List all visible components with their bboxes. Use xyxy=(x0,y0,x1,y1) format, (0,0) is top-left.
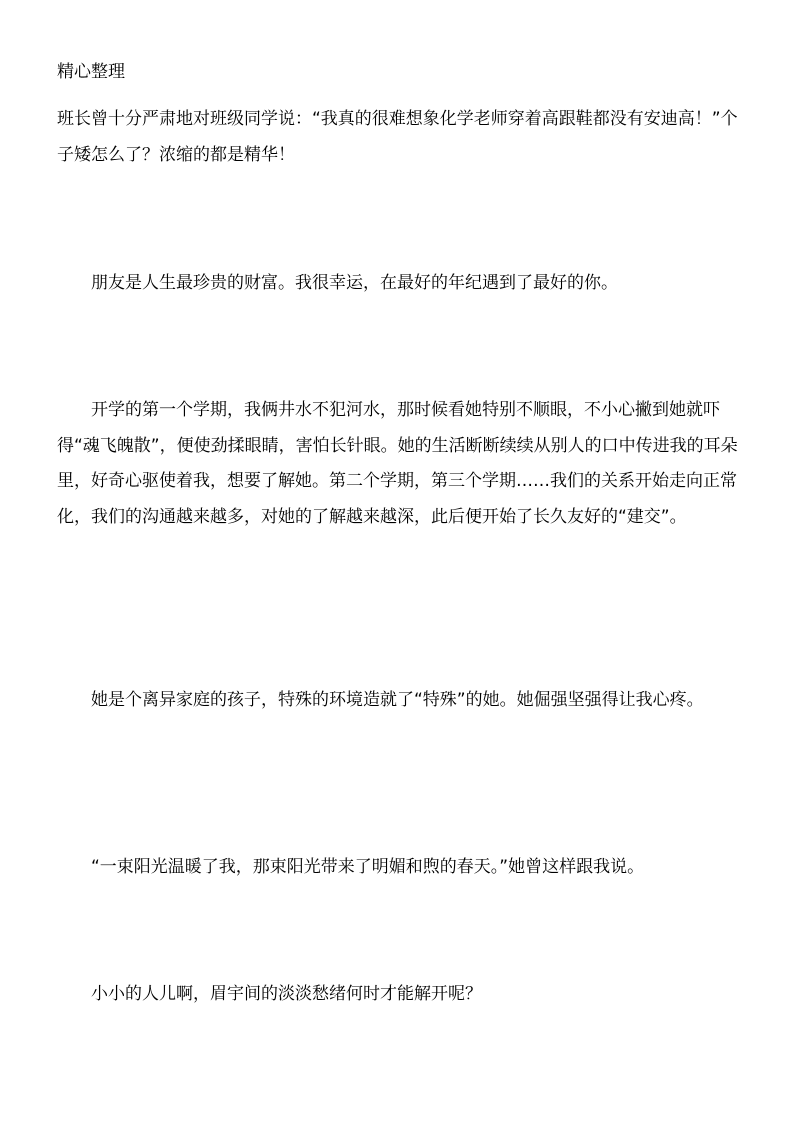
paragraph-first-semester: 开学的第一个学期，我俩井水不犯河水，那时候看她特别不顺眼，不小心撇到她就吓得“魂飞魄散”，便使劲揉眼睛，害怕长针眼。她的生活断断续续从别人的口中传进我的耳朵里，好奇心驱使着我，想要了解她。第二个学期，第三个学期……我们的关系开始走向正常化，我们的沟通越来越多，对她的了解越来越深，此后便开始了长久友好的“建交”。 xyxy=(57,400,738,527)
paragraph-family: 她是个离异家庭的孩子，特殊的环境造就了“特殊”的她。她倔强坚强得让我心疼。 xyxy=(91,690,704,710)
paragraph-friendship: 朋友是人生最珍贵的财富。我很幸运，在最好的年纪遇到了最好的你。 xyxy=(91,273,618,293)
paragraph-closing: 小小的人儿啊，眉宇间的淡淡愁绪何时才能解开呢？ xyxy=(91,984,482,1004)
paragraph-class-monitor-quote: 班长曾十分严肃地对班级同学说：“我真的很难想象化学老师穿着高跟鞋都没有安迪高！”个子矮怎么了？浓缩的都是精华！ xyxy=(57,109,738,165)
document-header: 精心整理 xyxy=(57,62,125,82)
paragraph-sunshine-quote: “一束阳光温暖了我，那束阳光带来了明媚和煦的春天。”她曾这样跟我说。 xyxy=(91,857,645,877)
